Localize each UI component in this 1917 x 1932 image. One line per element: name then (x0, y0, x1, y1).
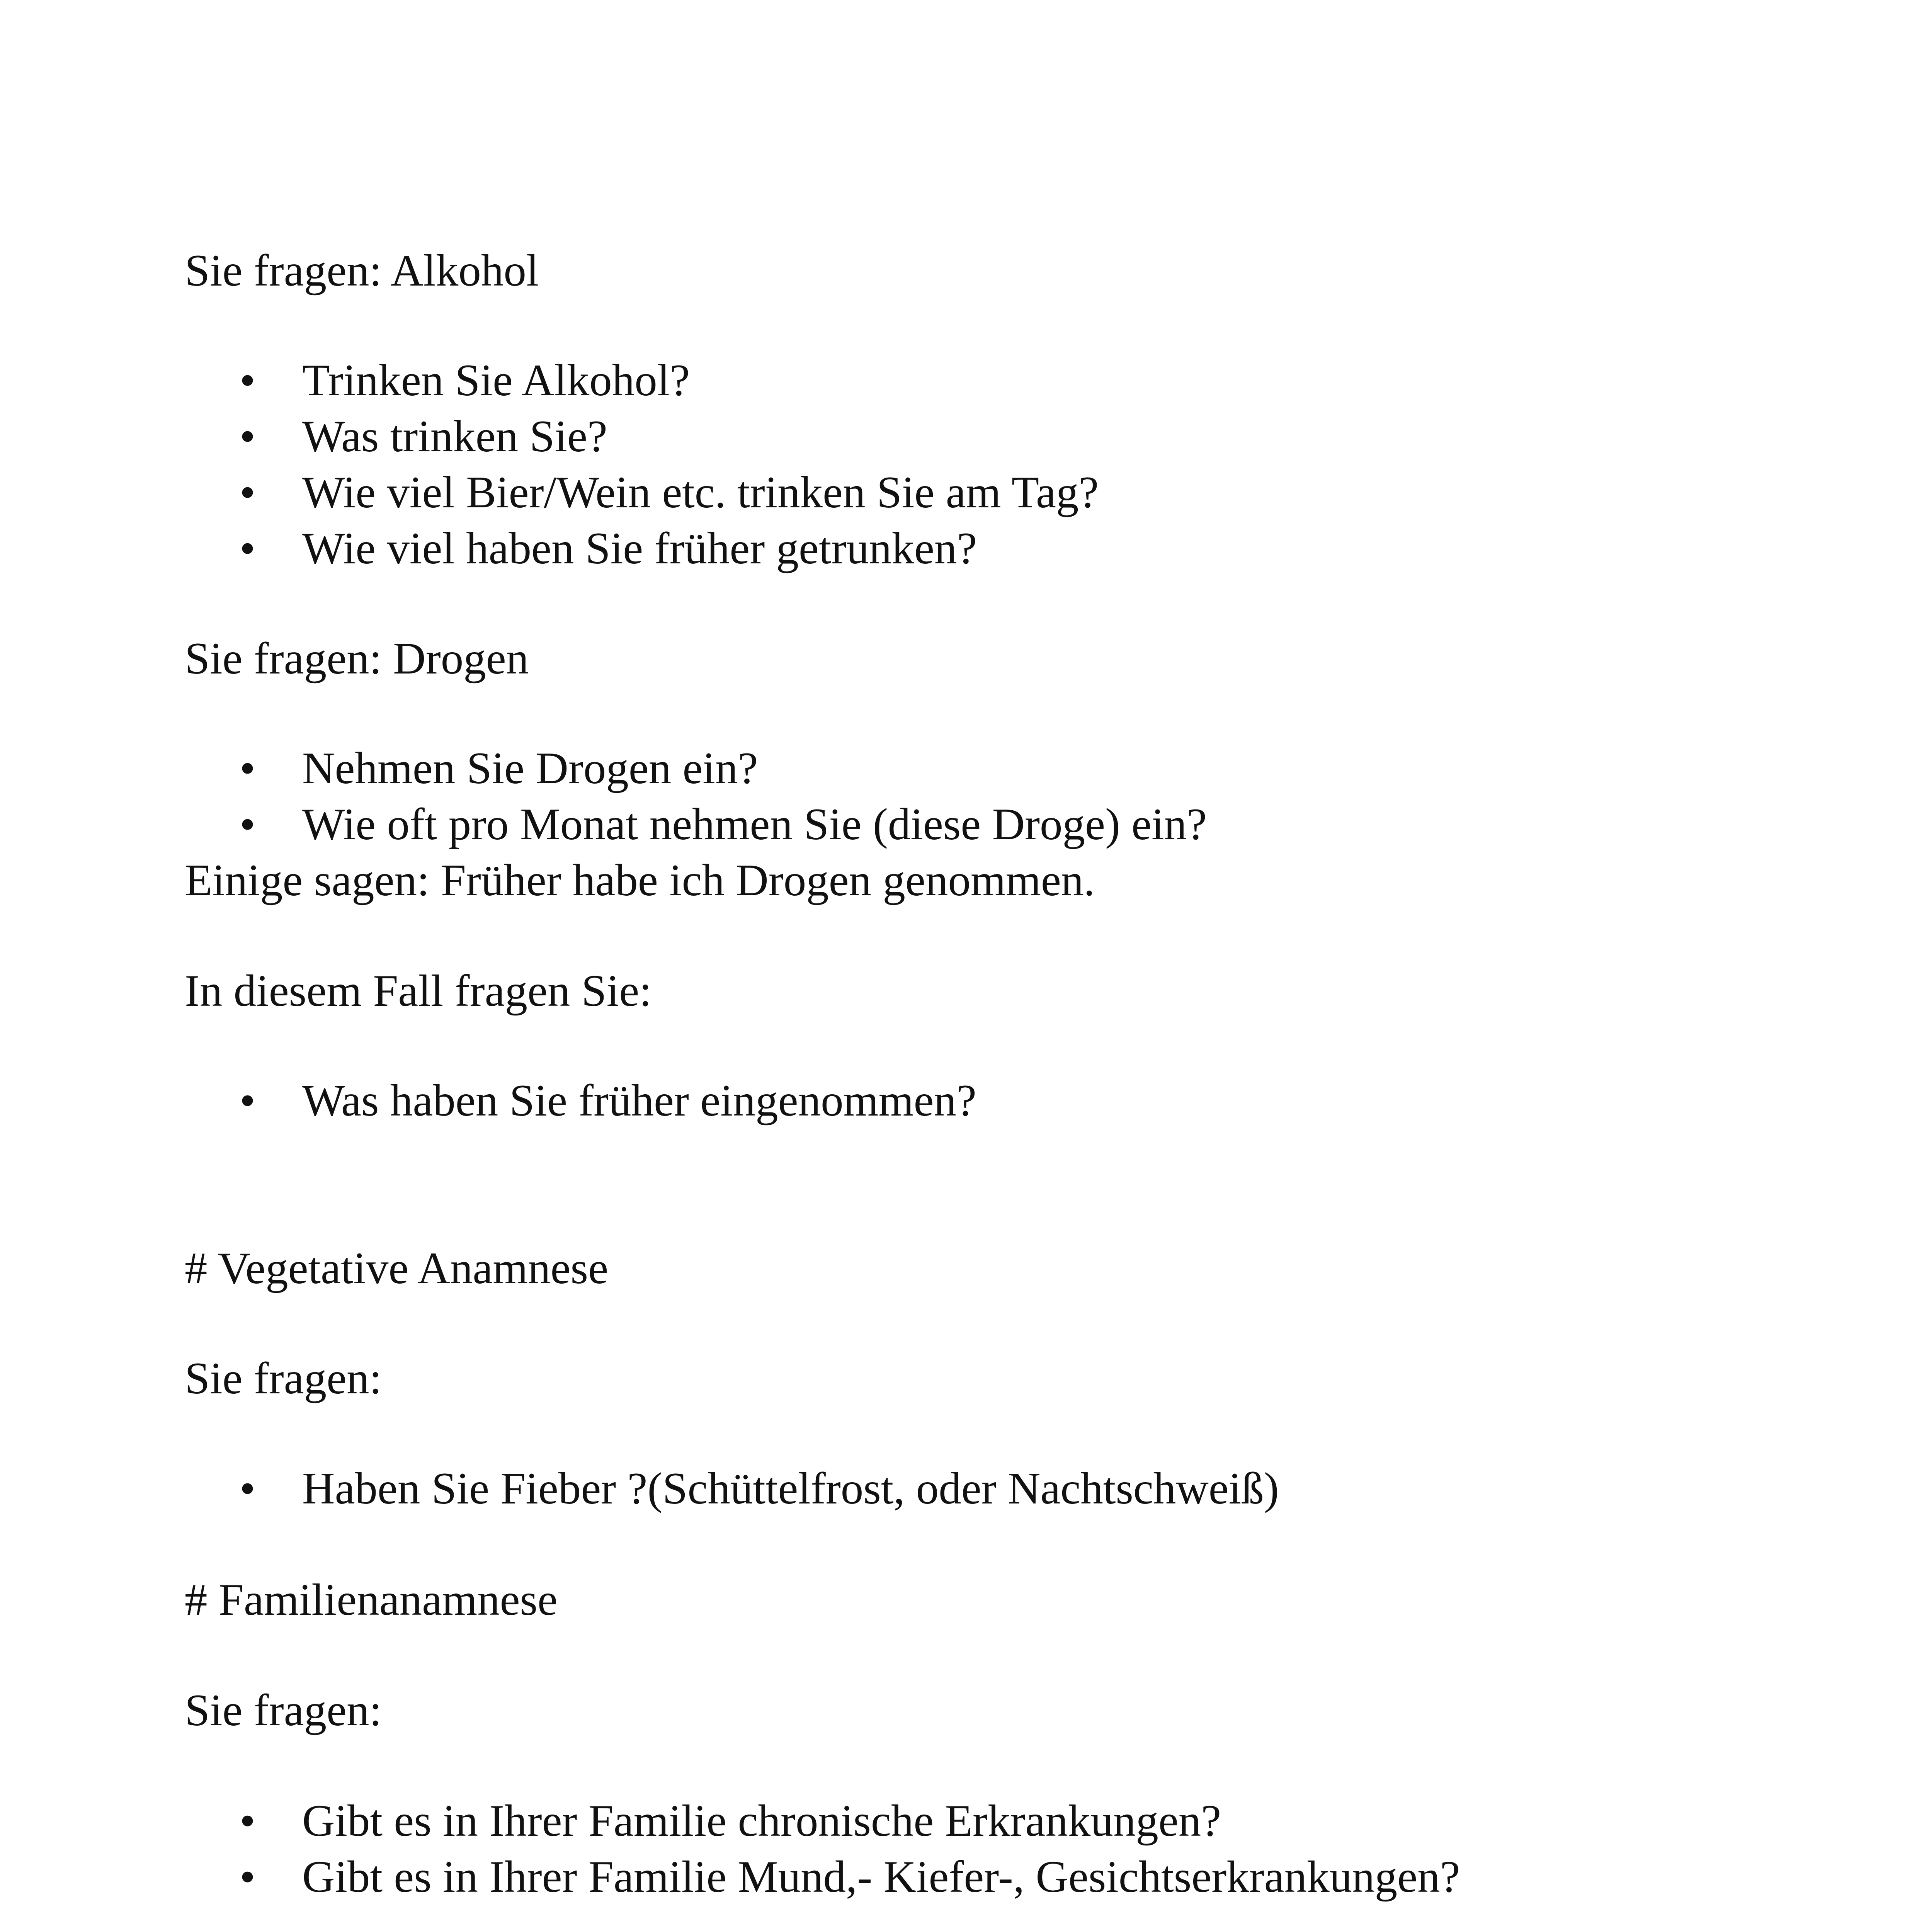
drogen-case-heading: In diesem Fall fragen Sie: (185, 966, 652, 1016)
section-heading-alkohol: Sie fragen: Alkohol (185, 246, 539, 296)
list-item: Haben Sie Fieber ?(Schüttelfrost, oder Nachtschweiß) (302, 1464, 1279, 1514)
section-heading-drogen: Sie fragen: Drogen (185, 634, 529, 684)
list-item: Gibt es in Ihrer Familie Mund,- Kiefer-, Gesichtserkrankungen? (302, 1852, 1460, 1902)
bullet-mark: • (240, 743, 255, 793)
drogen-note: Einige sagen: Früher habe ich Drogen genommen. (185, 855, 1095, 905)
list-item: Nehmen Sie Drogen ein? (302, 743, 758, 793)
section-heading-vegetative-anamnese: # Vegetative Anamnese (185, 1243, 609, 1293)
bullet-mark: • (240, 355, 255, 405)
vegetativ-intro: Sie fragen: (185, 1354, 382, 1403)
list-item: Was haben Sie früher eingenommen? (302, 1076, 976, 1126)
bullet-mark: • (240, 799, 255, 849)
bullet-mark: • (240, 468, 255, 517)
list-item: Wie oft pro Monat nehmen Sie (diese Droge) ein? (302, 799, 1207, 849)
bullet-mark: • (240, 524, 255, 573)
list-item: Wie viel haben Sie früher getrunken? (302, 524, 977, 573)
list-item: Trinken Sie Alkohol? (302, 355, 690, 405)
bullet-mark: • (240, 1464, 255, 1514)
bullet-mark: • (240, 412, 255, 461)
section-heading-familienanamnese: # Familienanamnese (185, 1575, 558, 1625)
list-item: Wie viel Bier/Wein etc. trinken Sie am Tag? (302, 468, 1099, 517)
bullet-mark: • (240, 1076, 255, 1126)
list-item: Gibt es in Ihrer Familie chronische Erkrankungen? (302, 1796, 1221, 1846)
list-item: Was trinken Sie? (302, 412, 607, 461)
bullet-mark: • (240, 1852, 255, 1902)
bullet-mark: • (240, 1796, 255, 1846)
familie-intro: Sie fragen: (185, 1685, 382, 1735)
